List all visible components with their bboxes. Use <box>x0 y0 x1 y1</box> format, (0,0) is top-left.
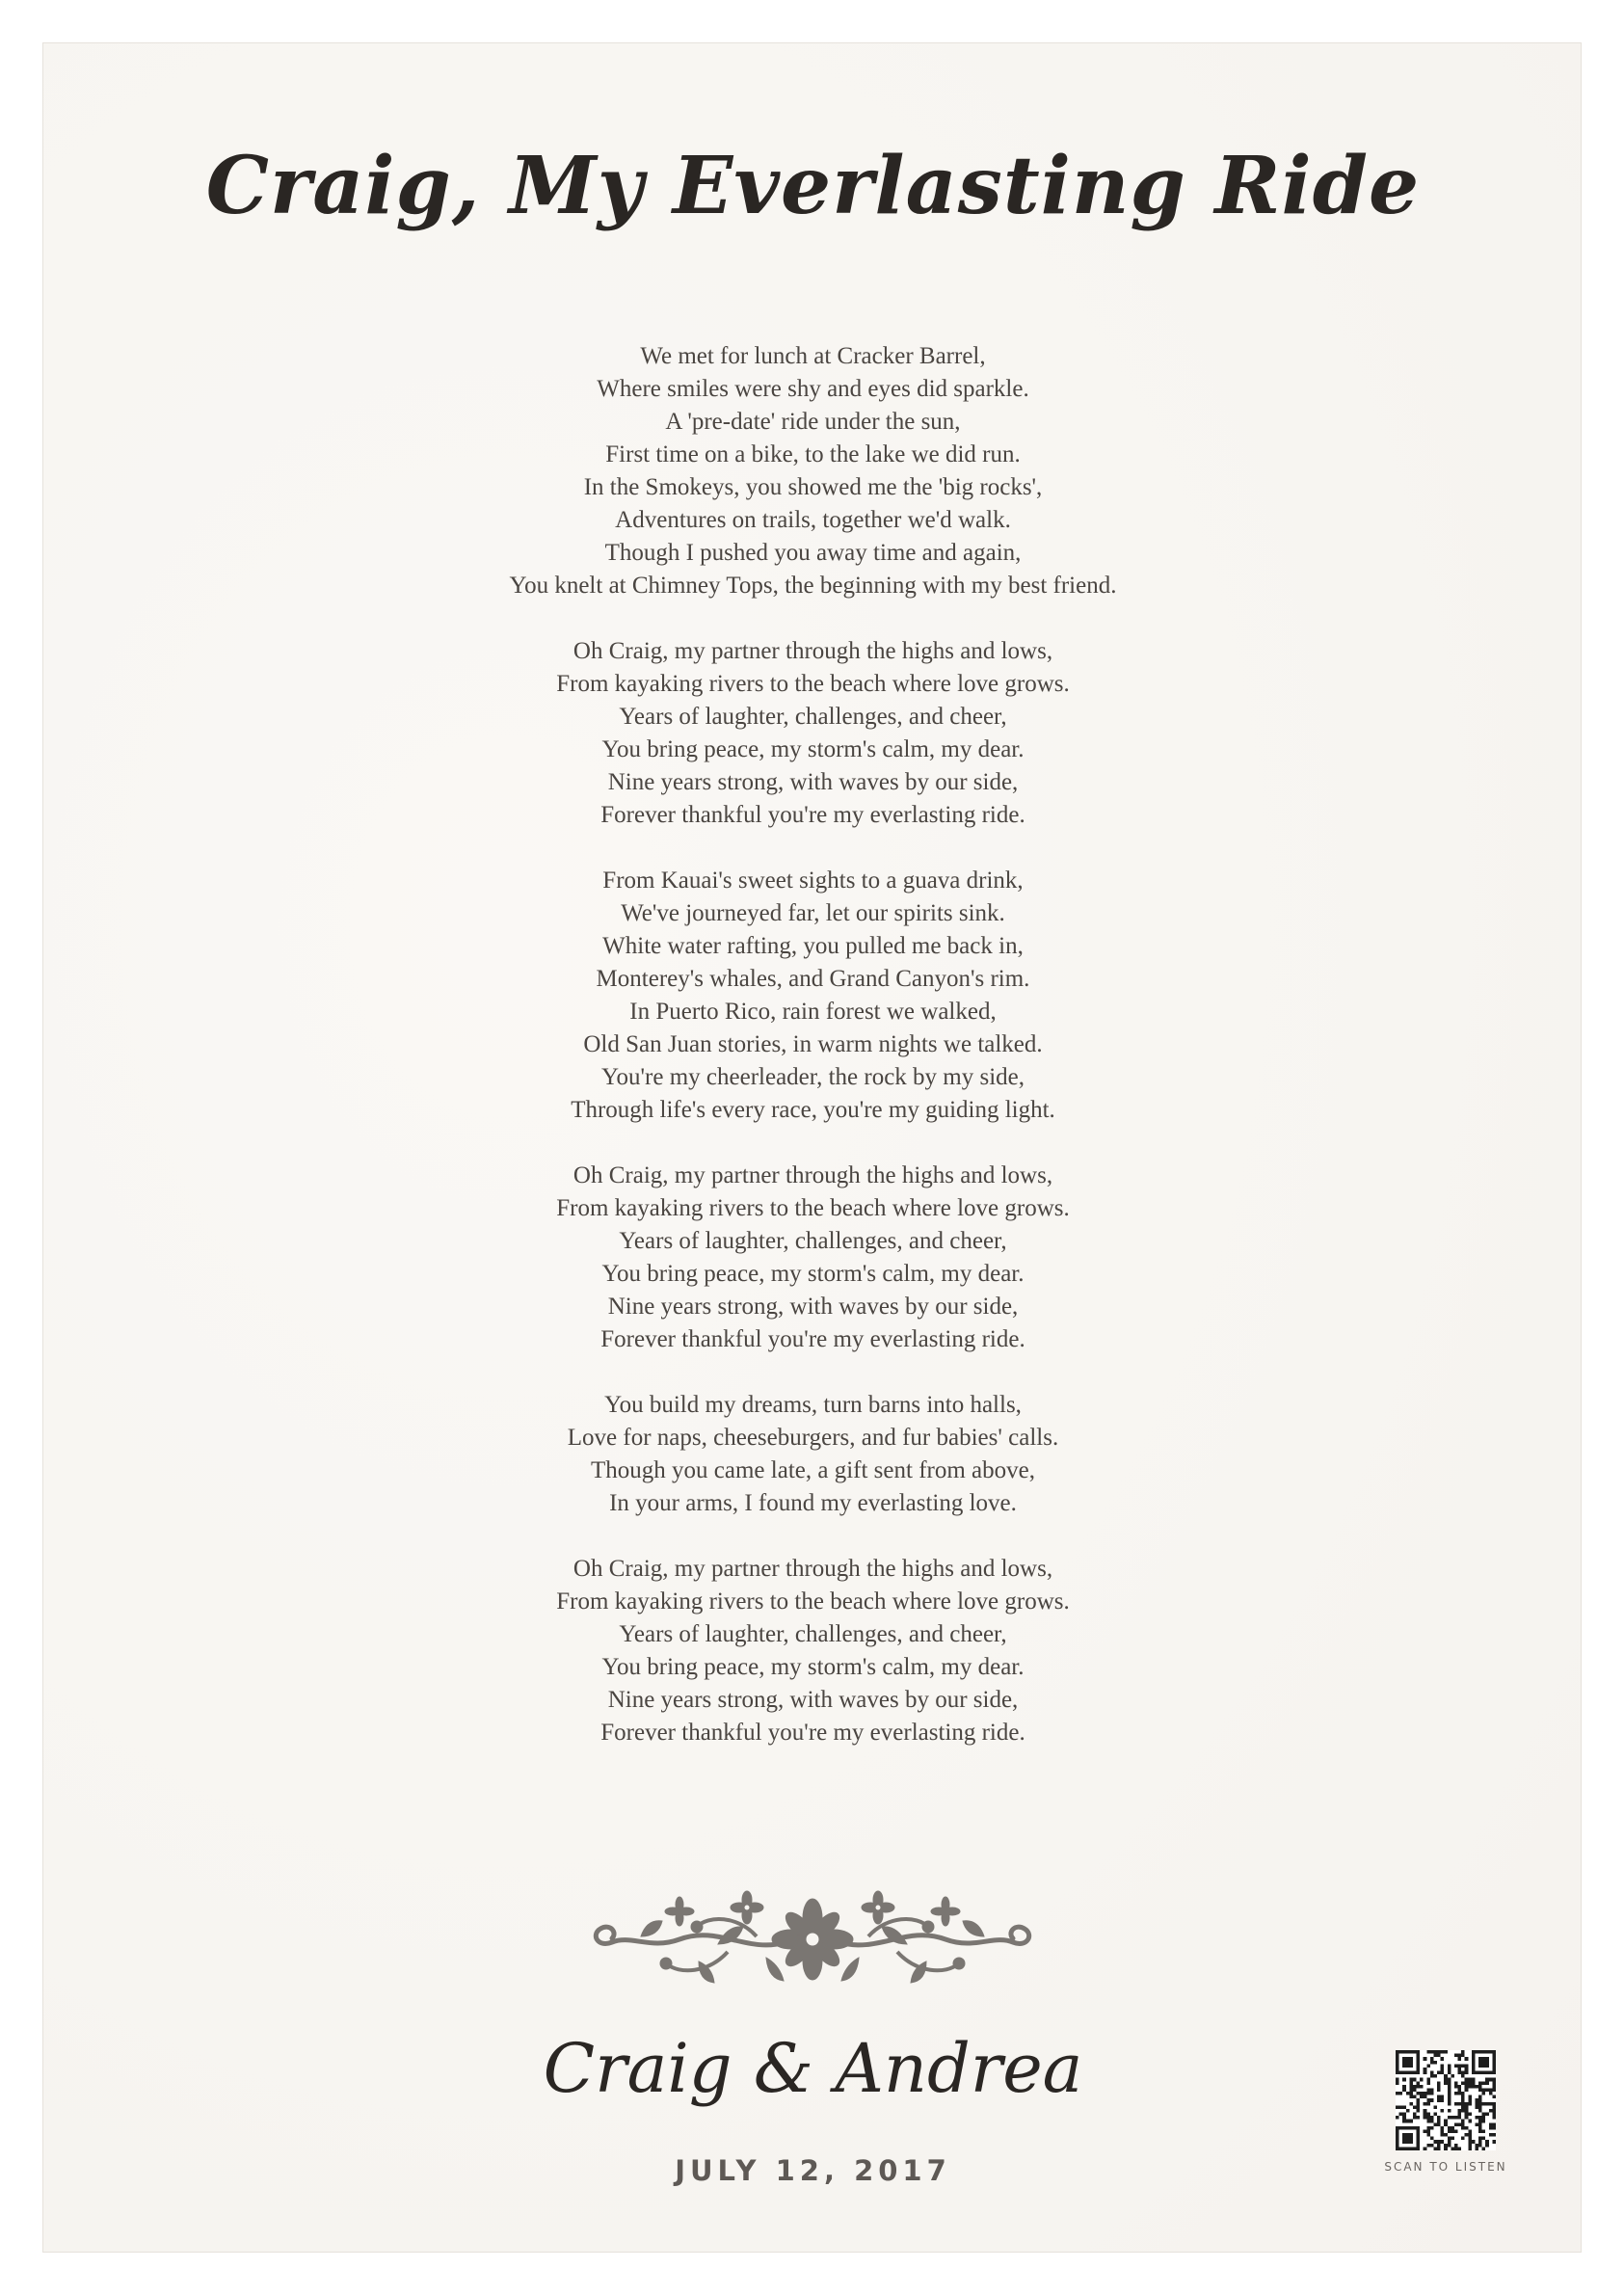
poem-line: You bring peace, my storm's calm, my dear. <box>601 1261 1025 1287</box>
poem-line: Though I pushed you away time and again, <box>604 540 1022 566</box>
poem-line: In Puerto Rico, rain forest we walked, <box>629 999 997 1025</box>
poem-line: You build my dreams, turn barns into halls, <box>604 1392 1022 1418</box>
poem-line: You're my cheerleader, the rock by my side, <box>600 1064 1025 1090</box>
floral-divider-icon <box>583 1886 1042 1992</box>
qr-code-block[interactable] <box>1378 2050 1513 2174</box>
poem-line: Where smiles were shy and eyes did sparkle. <box>597 376 1029 402</box>
poem-line: Love for naps, cheeseburgers, and fur babies' calls. <box>567 1425 1059 1451</box>
poem-line: Monterey's whales, and Grand Canyon's rim. <box>596 966 1030 992</box>
poem-line: You bring peace, my storm's calm, my dear. <box>601 1654 1025 1680</box>
poem-line: Nine years strong, with waves by our side, <box>607 769 1019 795</box>
poem-title: Craig, My Everlasting Ride <box>205 140 1421 232</box>
wedding-date: JULY 12, 2017 <box>675 2154 951 2187</box>
poem-line: Though you came late, a gift sent from above, <box>591 1457 1035 1483</box>
poem-line: Forever thankful you're my everlasting ride. <box>600 1720 1025 1746</box>
poem-print-page <box>42 42 1582 2253</box>
poem-line: Nine years strong, with waves by our side, <box>607 1294 1019 1320</box>
poem-line: In the Smokeys, you showed me the 'big rocks', <box>583 474 1043 500</box>
poem-stanza <box>43 865 1582 1127</box>
poem-line: Oh Craig, my partner through the highs and lows, <box>572 638 1053 664</box>
poem-line: Oh Craig, my partner through the highs and lows, <box>572 1556 1053 1582</box>
poem-line: A 'pre-date' ride under the sun, <box>665 409 961 435</box>
couple-names: Craig & Andrea <box>543 2029 1083 2108</box>
poem-line: Adventures on trails, together we'd walk. <box>615 507 1011 533</box>
poem-line: In your arms, I found my everlasting love. <box>609 1490 1017 1516</box>
poem-line: Forever thankful you're my everlasting ride. <box>600 802 1025 828</box>
poem-body <box>43 340 1582 1782</box>
qr-code-icon[interactable] <box>1396 2050 1496 2150</box>
poem-line: From kayaking rivers to the beach where love grows. <box>556 671 1070 697</box>
poem-line: From kayaking rivers to the beach where love grows. <box>556 1588 1070 1615</box>
poem-line: Years of laughter, challenges, and cheer, <box>619 704 1007 730</box>
poem-stanza <box>43 1389 1582 1520</box>
poem-stanza <box>43 1160 1582 1356</box>
poem-line: Through life's every race, you're my guiding light. <box>571 1097 1055 1123</box>
poem-line: You knelt at Chimney Tops, the beginning with my best friend. <box>509 573 1117 599</box>
poem-line: Years of laughter, challenges, and cheer, <box>619 1621 1007 1647</box>
poem-line: First time on a bike, to the lake we did run. <box>605 441 1021 467</box>
poem-line: You bring peace, my storm's calm, my dear. <box>601 736 1025 762</box>
poem-line: We met for lunch at Cracker Barrel, <box>640 343 986 369</box>
poem-line: From Kauai's sweet sights to a guava drink, <box>602 867 1024 894</box>
poem-stanza <box>43 340 1582 602</box>
poem-line: From kayaking rivers to the beach where love grows. <box>556 1195 1070 1221</box>
poem-line: Forever thankful you're my everlasting ride. <box>600 1326 1025 1352</box>
poem-line: Years of laughter, challenges, and cheer, <box>619 1228 1007 1254</box>
poem-stanza <box>43 635 1582 832</box>
qr-scan-label: SCAN TO LISTEN <box>1384 2160 1507 2174</box>
poem-line: We've journeyed far, let our spirits sink. <box>621 900 1005 926</box>
poem-line: Nine years strong, with waves by our side, <box>607 1687 1019 1713</box>
poem-stanza <box>43 1553 1582 1749</box>
poem-line: White water rafting, you pulled me back in, <box>602 933 1024 959</box>
poem-line: Oh Craig, my partner through the highs and lows, <box>572 1162 1053 1188</box>
poem-line: Old San Juan stories, in warm nights we talked. <box>583 1031 1043 1057</box>
